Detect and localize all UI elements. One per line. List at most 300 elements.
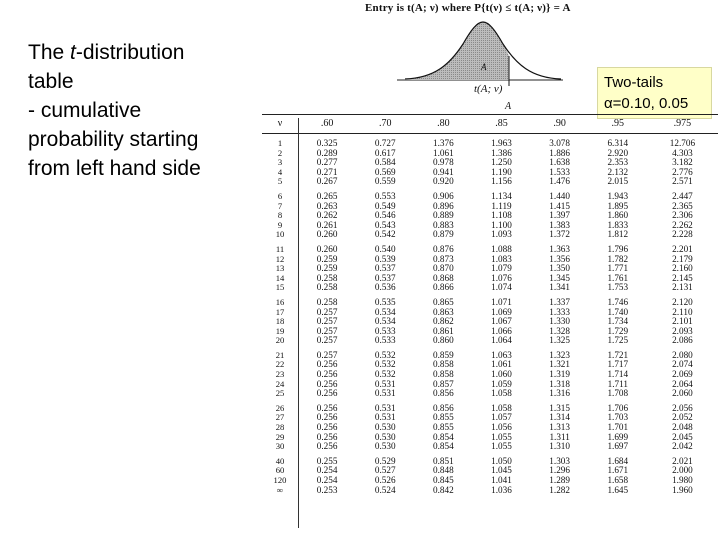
value-cell: 2.080 (672, 349, 693, 360)
value-cell: 0.727 (374, 138, 396, 148)
value-cell: 3.182 (672, 157, 693, 168)
table-row (262, 177, 718, 187)
slide-text (28, 38, 238, 183)
value-cell: 1.699 (607, 431, 629, 442)
value-cell: 2.262 (672, 219, 693, 230)
value-cell: 1.313 (549, 422, 570, 433)
area-label: A (481, 62, 487, 72)
value-cell: 1.156 (491, 176, 512, 187)
value-cell: 1.963 (491, 138, 512, 148)
value-cell: 0.256 (316, 378, 338, 389)
nu-cell: 12 (275, 253, 285, 264)
value-cell: 0.257 (316, 316, 338, 327)
line1-prefix: The (28, 41, 71, 64)
value-cell: 1.108 (491, 210, 512, 221)
value-cell: 1.057 (491, 412, 512, 423)
nu-cell: 16 (275, 296, 285, 307)
value-cell: 0.858 (433, 369, 454, 380)
value-cell: 0.532 (374, 349, 396, 360)
value-cell: 2.086 (672, 335, 693, 346)
value-cell: 0.543 (374, 219, 396, 230)
nu-cell: 1 (277, 138, 283, 148)
prob-header: .60 (298, 115, 356, 134)
value-cell: 2.045 (672, 431, 693, 442)
value-cell: 1.714 (607, 369, 629, 380)
value-cell: 1.323 (549, 349, 570, 360)
value-cell: 1.397 (549, 210, 570, 221)
value-cell: 1.943 (607, 190, 629, 201)
value-cell: 1.706 (607, 402, 629, 413)
table-row (262, 486, 718, 496)
value-cell: 0.255 (316, 455, 338, 466)
nu-cell: 24 (275, 378, 285, 389)
value-cell: 0.868 (433, 272, 454, 283)
value-cell: 2.306 (672, 210, 693, 221)
nu-cell: 15 (275, 282, 285, 293)
value-cell: 0.534 (374, 316, 396, 327)
value-cell: 1.055 (491, 441, 512, 452)
value-cell: 2.365 (672, 200, 693, 211)
value-cell: 0.848 (433, 465, 454, 476)
prob-header: .90 (531, 115, 589, 134)
value-cell: 0.531 (374, 412, 396, 423)
value-cell: 0.261 (316, 219, 338, 230)
value-cell: 1.697 (607, 441, 629, 452)
line1-suffix: -distribution (75, 41, 185, 64)
value-cell: 0.259 (316, 253, 338, 264)
value-cell: 2.069 (672, 369, 693, 380)
value-cell: 1.372 (549, 229, 570, 240)
value-cell: 0.889 (433, 210, 454, 221)
header-prob-row (262, 115, 718, 134)
value-cell: 0.254 (316, 475, 338, 485)
value-cell: 1.383 (549, 219, 570, 230)
prob-header: .975 (647, 115, 718, 134)
value-cell: 1.386 (491, 147, 512, 158)
value-cell: 1.886 (549, 147, 570, 158)
prob-header: .95 (589, 115, 647, 134)
value-cell: 0.277 (316, 157, 338, 168)
value-cell: 0.941 (433, 166, 454, 177)
value-cell: 1.376 (433, 138, 454, 148)
nu-cell: 20 (275, 335, 285, 346)
value-cell: 1.190 (491, 166, 512, 177)
value-cell: 0.257 (316, 349, 338, 360)
nu-cell: 26 (275, 402, 285, 413)
slide-text-line3: - cumulative (28, 99, 142, 122)
value-cell: 0.257 (316, 325, 338, 336)
value-cell: 2.093 (672, 325, 693, 336)
nu-cell: 2 (277, 147, 283, 158)
shaded-area (405, 22, 509, 80)
value-cell: 0.256 (316, 422, 338, 433)
value-cell: 2.920 (607, 147, 629, 158)
nu-cell: 30 (275, 441, 285, 452)
value-cell: 1.476 (549, 176, 570, 187)
value-cell: 0.537 (374, 263, 396, 274)
value-cell: 1.250 (491, 157, 512, 168)
value-cell: 1.356 (549, 253, 570, 264)
nu-cell: 19 (275, 325, 285, 336)
value-cell: 0.569 (374, 166, 396, 177)
value-cell: 0.537 (374, 272, 396, 283)
nu-cell: 60 (275, 465, 285, 476)
nu-cell: 8 (277, 210, 283, 221)
value-cell: 2.131 (672, 282, 693, 293)
value-cell: 1.333 (549, 306, 570, 317)
prob-header: .70 (356, 115, 414, 134)
table-row (262, 283, 718, 293)
a-label: A (504, 101, 512, 113)
value-cell: 0.540 (374, 243, 396, 254)
value-cell: 1.088 (491, 243, 512, 254)
nu-cell: 120 (273, 475, 287, 485)
value-cell: 0.256 (316, 369, 338, 380)
nu-cell: 28 (275, 422, 285, 433)
value-cell: 0.524 (374, 484, 396, 495)
value-cell: 0.920 (433, 176, 454, 187)
value-cell: 1.319 (549, 369, 570, 380)
critical-value-label: t(A; ν) (474, 83, 503, 95)
value-cell: 0.259 (316, 263, 338, 274)
slide-text-line5: from left hand side (28, 157, 201, 180)
value-cell: 0.862 (433, 316, 454, 327)
value-cell: 1.440 (549, 190, 570, 201)
value-cell: 1.041 (491, 475, 512, 485)
value-cell: 1.980 (672, 475, 693, 485)
value-cell: 0.267 (316, 176, 338, 187)
value-cell: 2.110 (672, 306, 693, 317)
value-cell: 3.078 (549, 138, 570, 148)
value-cell: 1.119 (491, 200, 512, 211)
value-cell: 0.530 (374, 441, 396, 452)
value-cell: 1.061 (491, 359, 512, 370)
value-cell: 0.546 (374, 210, 396, 221)
value-cell: 0.535 (374, 296, 396, 307)
value-cell: 2.228 (672, 229, 693, 240)
value-cell: 1.782 (607, 253, 629, 264)
value-cell: 1.645 (607, 484, 629, 495)
value-cell: 1.703 (607, 412, 629, 423)
value-cell: 0.256 (316, 402, 338, 413)
value-cell: 0.861 (433, 325, 454, 336)
value-cell: 0.857 (433, 378, 454, 389)
value-cell: 1.740 (607, 306, 629, 317)
value-cell: 0.859 (433, 349, 454, 360)
prob-header: .85 (472, 115, 530, 134)
value-cell: 2.353 (607, 157, 629, 168)
value-cell: 1.134 (491, 190, 512, 201)
value-cell: 0.854 (433, 431, 454, 442)
value-cell: 0.531 (374, 402, 396, 413)
value-cell: 2.074 (672, 359, 693, 370)
value-cell: 1.066 (491, 325, 512, 336)
header-a-row (262, 100, 718, 115)
value-cell: 1.063 (491, 349, 512, 360)
nu-cell: 6 (277, 190, 283, 201)
value-cell: 1.318 (549, 378, 570, 389)
value-cell: 1.311 (549, 431, 570, 442)
value-cell: 1.321 (549, 359, 570, 370)
value-cell: 0.855 (433, 412, 454, 423)
value-cell: 0.530 (374, 431, 396, 442)
value-cell: 0.531 (374, 388, 396, 399)
value-cell: 0.529 (374, 455, 396, 466)
value-cell: 1.721 (607, 349, 629, 360)
value-cell: 2.776 (672, 166, 693, 177)
value-cell: 1.061 (433, 147, 454, 158)
value-cell: 0.866 (433, 282, 454, 293)
value-cell: 1.684 (607, 455, 629, 466)
value-cell: 2.048 (672, 422, 693, 433)
nu-cell: 5 (277, 176, 283, 187)
value-cell: 0.851 (433, 455, 454, 466)
value-cell: 1.717 (607, 359, 629, 370)
value-cell: 1.860 (607, 210, 629, 221)
value-cell: 1.083 (491, 253, 512, 264)
value-cell: 1.050 (491, 455, 512, 466)
value-cell: 0.617 (374, 147, 396, 158)
value-cell: 2.571 (672, 176, 693, 187)
value-cell: 1.303 (549, 455, 570, 466)
value-cell: 0.879 (433, 229, 454, 240)
value-cell: 4.303 (672, 147, 693, 158)
value-cell: 0.539 (374, 253, 396, 264)
value-cell: 0.854 (433, 441, 454, 452)
value-cell: 1.071 (491, 296, 512, 307)
callout-line2: α=0.10, 0.05 (604, 95, 689, 112)
value-cell: 0.896 (433, 200, 454, 211)
value-cell: 0.860 (433, 335, 454, 346)
value-cell: 2.064 (672, 378, 693, 389)
value-cell: 1.895 (607, 200, 629, 211)
value-cell: 0.855 (433, 422, 454, 433)
table-nu-divider (298, 118, 299, 528)
curve-svg (395, 14, 565, 86)
value-cell: 0.263 (316, 200, 338, 211)
value-cell: 0.527 (374, 465, 396, 476)
nu-cell: 22 (275, 359, 285, 370)
value-cell: 0.532 (374, 369, 396, 380)
value-cell: 0.532 (374, 359, 396, 370)
value-cell: 1.960 (672, 484, 693, 495)
nu-cell: 3 (277, 157, 283, 168)
value-cell: 1.076 (491, 272, 512, 283)
value-cell: 0.559 (374, 176, 396, 187)
value-cell: 0.845 (433, 475, 454, 485)
value-cell: 2.021 (672, 455, 693, 466)
value-cell: 2.000 (672, 465, 693, 476)
value-cell: 2.060 (672, 388, 693, 399)
value-cell: 1.074 (491, 282, 512, 293)
value-cell: 2.201 (672, 243, 693, 254)
value-cell: 2.447 (672, 190, 693, 201)
value-cell: 0.526 (374, 475, 396, 485)
callout-line1: Two-tails (604, 74, 664, 91)
slide-text-line2: table (28, 70, 74, 93)
value-cell: 1.058 (491, 402, 512, 413)
value-cell: 0.863 (433, 306, 454, 317)
value-cell: 2.052 (672, 412, 693, 423)
value-cell: 0.256 (316, 412, 338, 423)
nu-label: ν (262, 115, 298, 134)
value-cell: 0.549 (374, 200, 396, 211)
value-cell: 0.257 (316, 335, 338, 346)
value-cell: 1.289 (549, 475, 570, 485)
value-cell: 0.978 (433, 157, 454, 168)
value-cell: 1.056 (491, 422, 512, 433)
value-cell: 6.314 (607, 138, 629, 148)
nu-cell: 18 (275, 316, 285, 327)
value-cell: 1.746 (607, 296, 629, 307)
value-cell: 0.260 (316, 243, 338, 254)
value-cell: 1.296 (549, 465, 570, 476)
value-cell: 0.906 (433, 190, 454, 201)
value-cell: 1.330 (549, 316, 570, 327)
value-cell: 1.363 (549, 243, 570, 254)
table-formula-header: Entry is t(A; ν) where P{t(ν) ≤ t(A; ν)} = A (365, 2, 571, 14)
nu-cell: 21 (275, 349, 285, 360)
value-cell: 0.258 (316, 272, 338, 283)
value-cell: 0.533 (374, 335, 396, 346)
value-cell: 0.325 (316, 138, 338, 148)
nu-cell: 10 (275, 229, 285, 240)
nu-cell: 25 (275, 388, 285, 399)
nu-cell: 40 (275, 455, 285, 466)
value-cell: 1.533 (549, 166, 570, 177)
value-cell: 0.262 (316, 210, 338, 221)
nu-cell: 4 (277, 166, 283, 177)
value-cell: 1.310 (549, 441, 570, 452)
value-cell: 1.060 (491, 369, 512, 380)
value-cell: 1.638 (549, 157, 570, 168)
value-cell: 2.042 (672, 441, 693, 452)
value-cell: 1.314 (549, 412, 570, 423)
value-cell: 0.530 (374, 422, 396, 433)
value-cell: 0.258 (316, 282, 338, 293)
value-cell: 0.870 (433, 263, 454, 274)
value-cell: 1.350 (549, 263, 570, 274)
value-cell: 1.761 (607, 272, 629, 283)
nu-cell: 27 (275, 412, 285, 423)
slide-text-line4: probability starting (28, 128, 199, 151)
line1-italic: t (70, 41, 76, 64)
value-cell: 0.542 (374, 229, 396, 240)
value-cell: 1.671 (607, 465, 629, 476)
value-cell: 1.708 (607, 388, 629, 399)
value-cell: 1.059 (491, 378, 512, 389)
t-table (262, 100, 718, 528)
value-cell: 1.045 (491, 465, 512, 476)
t-table-grid (262, 100, 718, 495)
value-cell: 1.093 (491, 229, 512, 240)
value-cell: 0.536 (374, 282, 396, 293)
value-cell: 0.260 (316, 229, 338, 240)
value-cell: 1.036 (491, 484, 512, 495)
value-cell: 0.865 (433, 296, 454, 307)
value-cell: 0.534 (374, 306, 396, 317)
value-cell: 2.056 (672, 402, 693, 413)
value-cell: 2.015 (607, 176, 629, 187)
nu-cell: 9 (277, 219, 283, 230)
value-cell: 12.706 (669, 138, 696, 148)
value-cell: 1.315 (549, 402, 570, 413)
value-cell: 1.345 (549, 272, 570, 283)
value-cell: 1.282 (549, 484, 570, 495)
value-cell: 0.883 (433, 219, 454, 230)
value-cell: 1.055 (491, 431, 512, 442)
value-cell: 1.337 (549, 296, 570, 307)
nu-cell: 11 (275, 243, 285, 254)
value-cell: 1.341 (549, 282, 570, 293)
value-cell: 1.328 (549, 325, 570, 336)
value-cell: 0.289 (316, 147, 338, 158)
value-cell: 2.160 (672, 263, 693, 274)
value-cell: 1.100 (491, 219, 512, 230)
table-row (262, 230, 718, 240)
value-cell: 1.729 (607, 325, 629, 336)
value-cell: 1.753 (607, 282, 629, 293)
value-cell: 1.771 (607, 263, 629, 274)
value-cell: 1.812 (607, 229, 629, 240)
value-cell: 0.856 (433, 388, 454, 399)
value-cell: 0.257 (316, 306, 338, 317)
nu-cell: 29 (275, 431, 285, 442)
value-cell: 2.101 (672, 316, 693, 327)
value-cell: 0.256 (316, 388, 338, 399)
value-cell: 0.873 (433, 253, 454, 264)
table-row (262, 336, 718, 346)
value-cell: 1.711 (607, 378, 628, 389)
nu-cell: 14 (275, 272, 285, 283)
value-cell: 1.415 (549, 200, 570, 211)
value-cell: 0.858 (433, 359, 454, 370)
value-cell: 2.132 (607, 166, 629, 177)
value-cell: 0.584 (374, 157, 396, 168)
value-cell: 0.256 (316, 441, 338, 452)
value-cell: 1.058 (491, 388, 512, 399)
nu-cell: 7 (277, 200, 283, 211)
value-cell: 1.079 (491, 263, 512, 274)
value-cell: 0.856 (433, 402, 454, 413)
prob-header: .80 (414, 115, 472, 134)
slide-text-line1 (28, 38, 238, 67)
nu-cell: 17 (275, 306, 285, 317)
value-cell: 1.734 (607, 316, 629, 327)
value-cell: 1.069 (491, 306, 512, 317)
nu-cell: 13 (275, 263, 285, 274)
value-cell: 0.553 (374, 190, 396, 201)
value-cell: 2.145 (672, 272, 693, 283)
table-row (262, 389, 718, 399)
value-cell: 1.701 (607, 422, 629, 433)
value-cell: 0.256 (316, 431, 338, 442)
value-cell: 0.254 (316, 465, 338, 476)
value-cell: 0.531 (374, 378, 396, 389)
value-cell: 0.265 (316, 190, 338, 201)
value-cell: 1.833 (607, 219, 629, 230)
value-cell: 0.258 (316, 296, 338, 307)
table-row (262, 442, 718, 452)
value-cell: 1.796 (607, 243, 629, 254)
value-cell: 1.725 (607, 335, 629, 346)
value-cell: 1.325 (549, 335, 570, 346)
value-cell: 0.842 (433, 484, 454, 495)
value-cell: 1.067 (491, 316, 512, 327)
value-cell: 0.253 (316, 484, 338, 495)
value-cell: 2.120 (672, 296, 693, 307)
value-cell: 1.064 (491, 335, 512, 346)
